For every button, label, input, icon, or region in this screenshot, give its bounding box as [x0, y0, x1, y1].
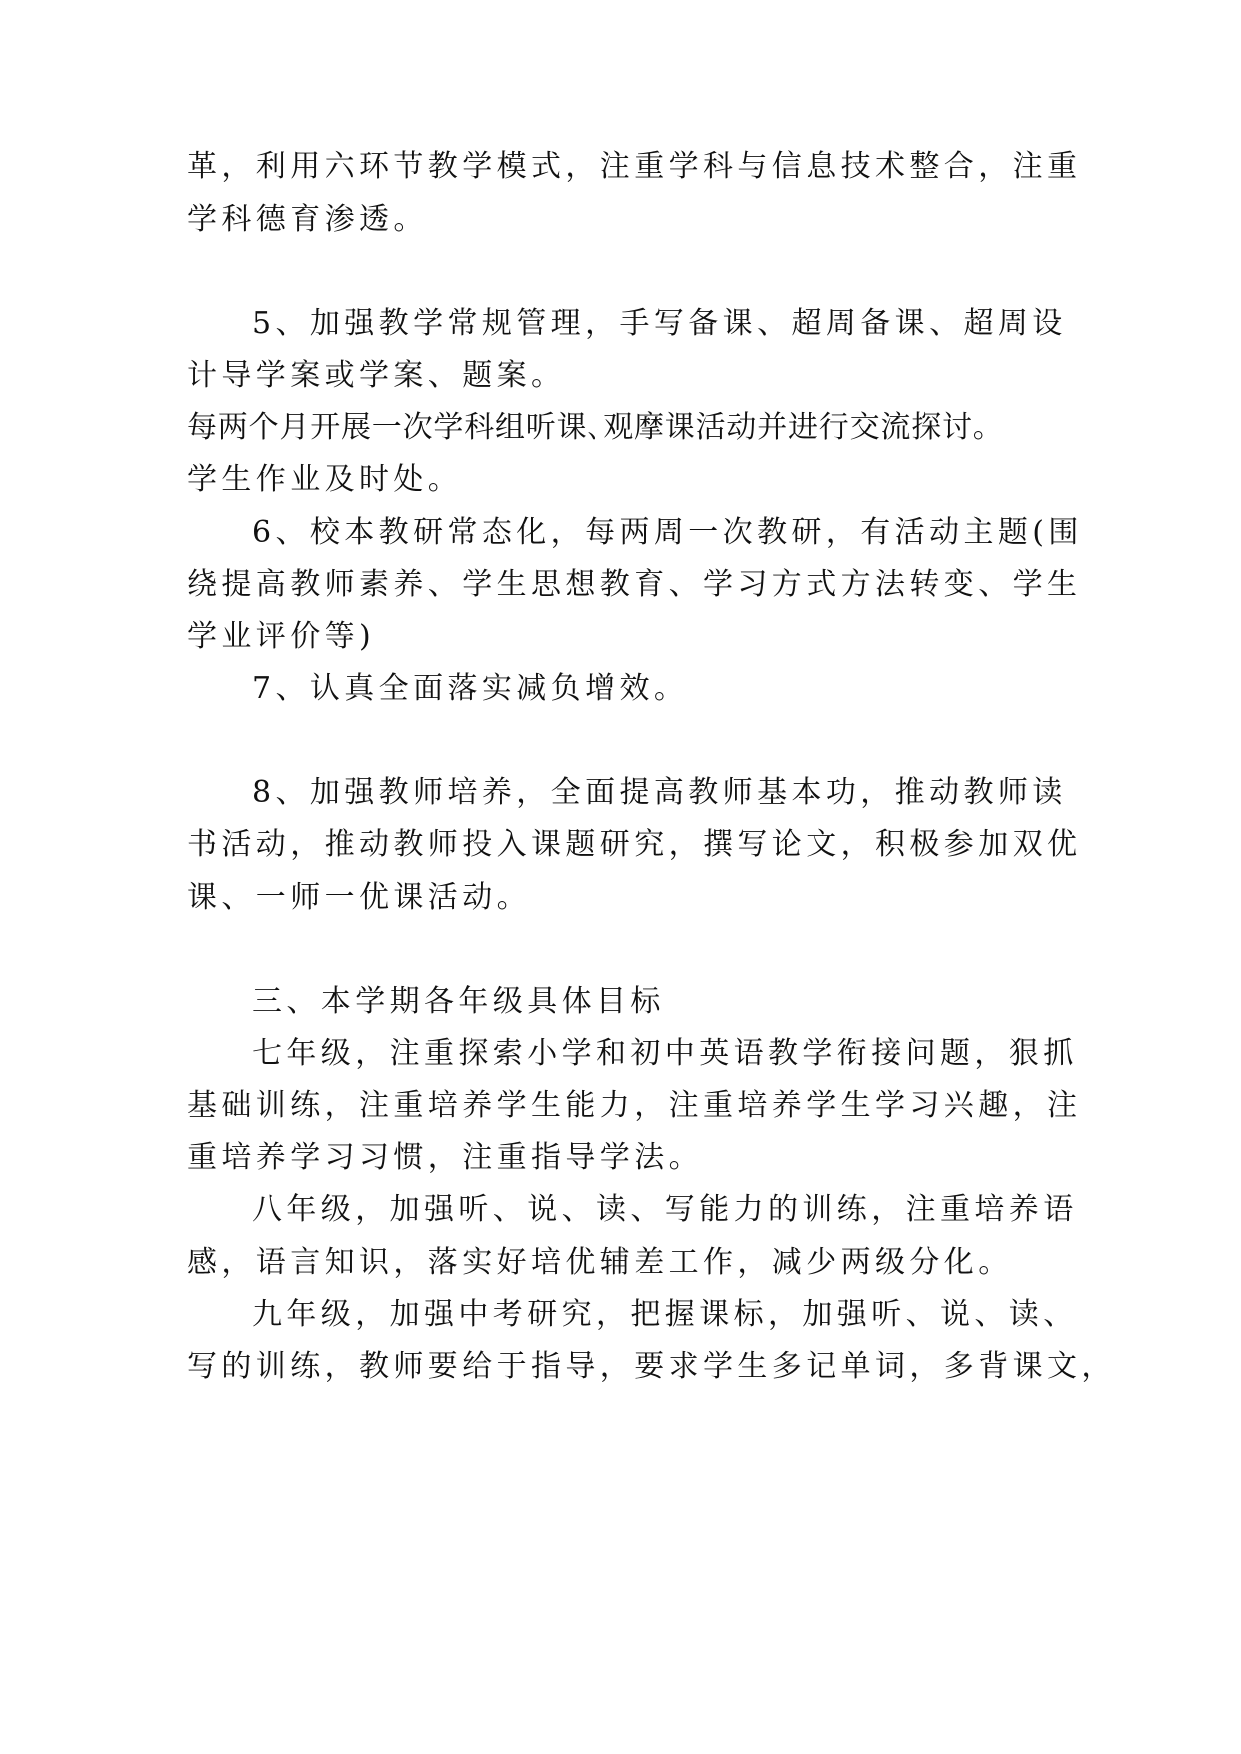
text-line: 计导学案或学案、题案。: [187, 358, 566, 393]
text-line: 写的训练，教师要给于指导，要求学生多记单词，多背课文，: [187, 1349, 1116, 1384]
text-line: 绕提高教师素养、学生思想教育、学习方式方法转变、学生: [187, 567, 1082, 602]
text-line: 感，语言知识，落实好培优辅差工作，减少两级分化。: [187, 1245, 1013, 1280]
section-heading: 三、本学期各年级具体目标: [252, 984, 665, 1019]
text-line: 课、一师一优课活动。: [187, 880, 531, 915]
text-line: 书活动，推动教师投入课题研究，撰写论文，积极参加双优: [187, 827, 1082, 862]
text-line: 学科德育渗透。: [187, 202, 428, 237]
text-line: 九年级，加强中考研究，把握课标，加强听、说、读、: [252, 1297, 1078, 1332]
text-line: 八年级，加强听、说、读、写能力的训练，注重培养语: [252, 1192, 1078, 1227]
text-line: 5、加强教学常规管理，手写备课、超周备课、超周设: [252, 306, 1067, 341]
text-line: 基础训练，注重培养学生能力，注重培养学生学习兴趣，注: [187, 1088, 1082, 1123]
text-line: 重培养学习习惯，注重指导学法。: [187, 1140, 703, 1175]
text-line: 8、加强教师培养，全面提高教师基本功，推动教师读: [252, 775, 1067, 810]
text-line: 学生作业及时处。: [187, 462, 463, 497]
text-line: 每两个月开展一次学科组听课､观摩课活动并进行交流探讨。: [187, 410, 1004, 445]
text-line: 革，利用六环节教学模式，注重学科与信息技术整合，注重: [187, 149, 1082, 184]
text-line: 7、认真全面落实减负增效。: [252, 671, 689, 706]
text-line: 6、校本教研常态化，每两周一次教研，有活动主题(围: [252, 515, 1083, 550]
text-line: 七年级，注重探索小学和初中英语教学衔接问题，狠抓: [252, 1036, 1078, 1071]
text-line: 学业评价等): [187, 619, 376, 654]
